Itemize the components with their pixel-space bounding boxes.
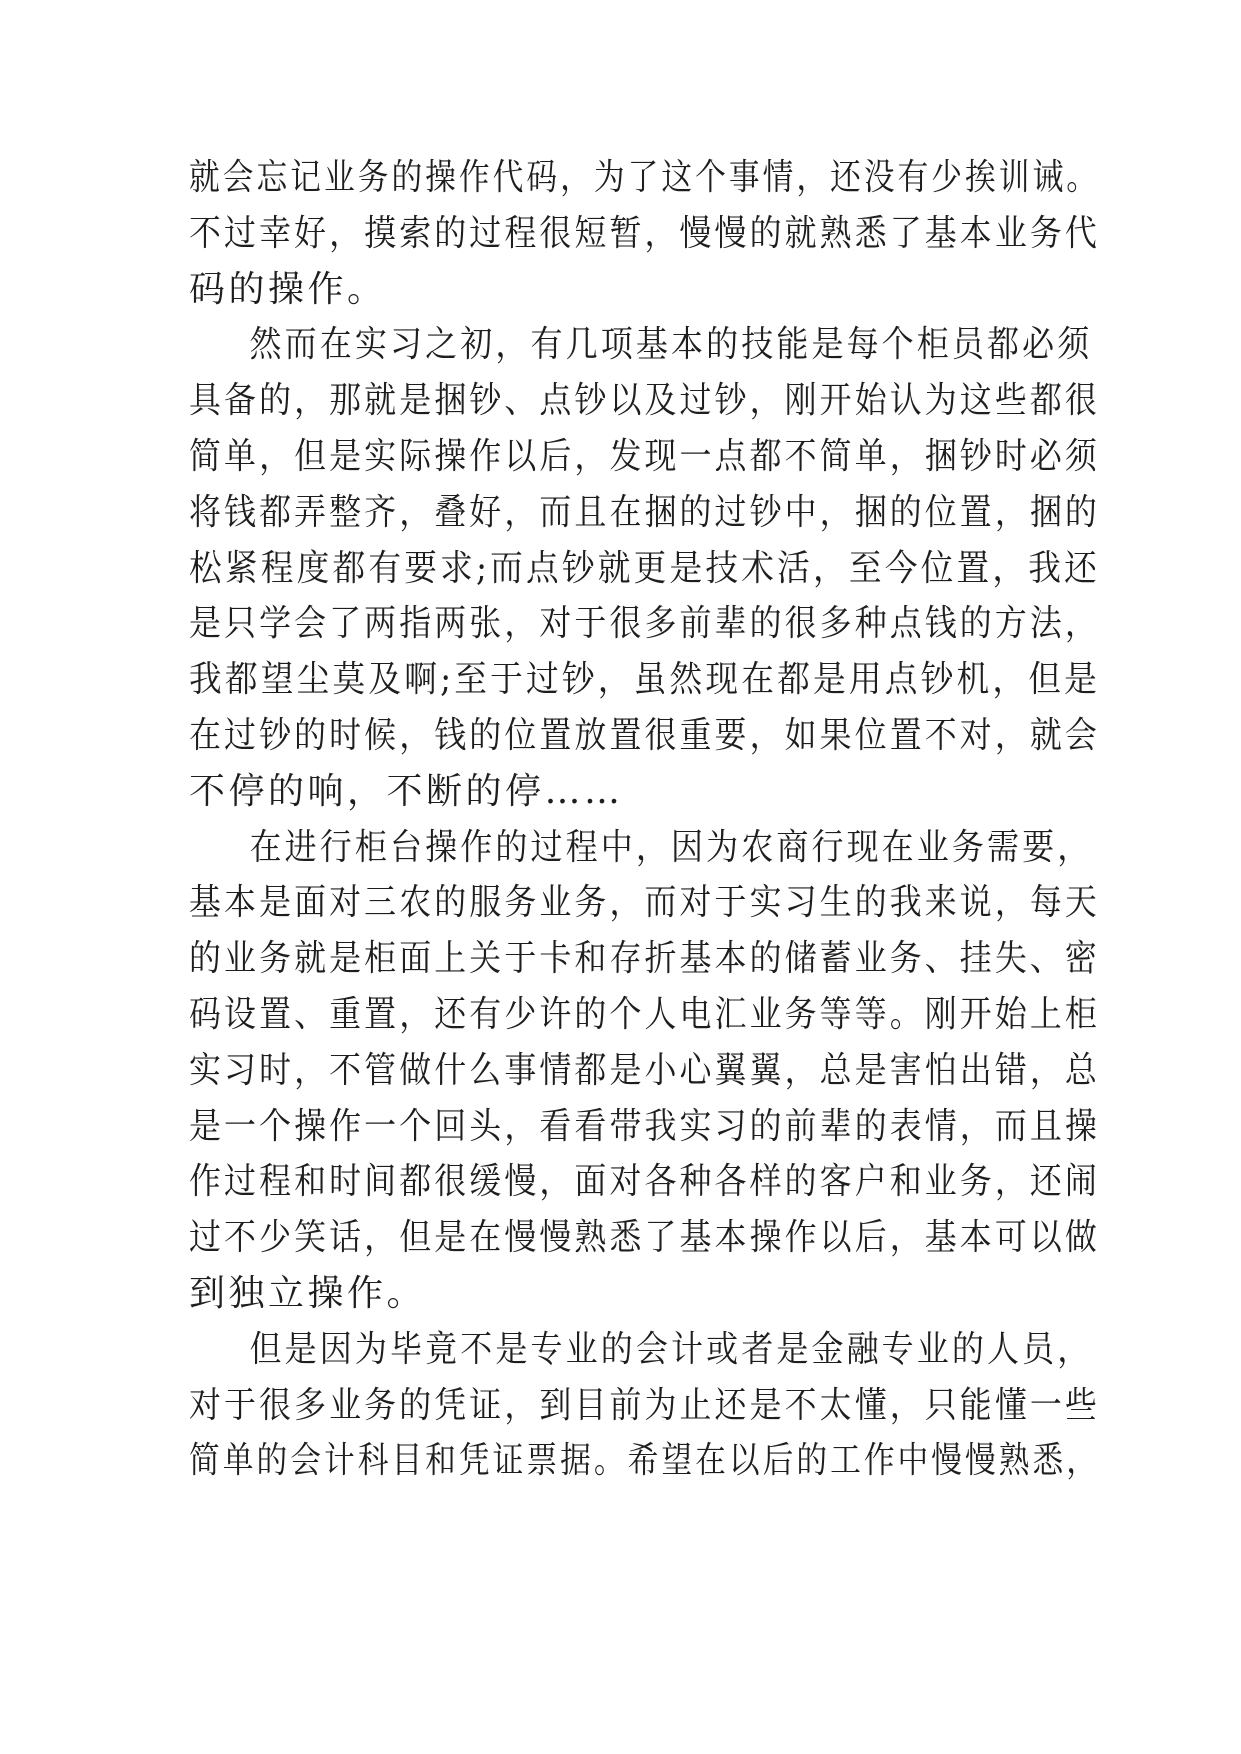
text-line: 的业务就是柜面上关于卡和存折基本的储蓄业务、挂失、密 [189,938,1100,980]
text-line: 码的操作。 [189,268,387,310]
text-line: 不停的响，不断的停…… [189,770,624,812]
text-line: 对于很多业务的凭证，到目前为止还是不太懂，只能懂一些 [189,1384,1100,1426]
text-line: 过不少笑话，但是在慢慢熟悉了基本操作以后，基本可以做 [189,1217,1100,1259]
text-line: 作过程和时间都很缓慢，面对各种各样的客户和业务，还闹 [189,1161,1100,1203]
text-line: 具备的，那就是捆钞、点钞以及过钞，刚开始认为这些都很 [189,380,1100,422]
text-line: 简单，但是实际操作以后，发现一点都不简单，捆钞时必须 [189,435,1100,477]
text-line: 码设置、重置，还有少许的个人电汇业务等等。刚开始上柜 [189,993,1100,1035]
document-body-text [189,150,1101,1489]
text-line: 松紧程度都有要求;而点钞就更是技术活，至今位置，我还 [189,547,1100,589]
text-line: 是一个操作一个回头，看看带我实习的前辈的表情，而且操 [189,1105,1100,1147]
text-line: 是只学会了两指两张，对于很多前辈的很多种点钱的方法， [189,603,1100,645]
text-line: 在过钞的时候，钱的位置放置很重要，如果位置不对，就会 [189,714,1100,756]
paragraph-first-line: 但是因为毕竟不是专业的会计或者是金融专业的人员， [249,1328,1093,1370]
text-line: 实习时，不管做什么事情都是小心翼翼，总是害怕出错，总 [189,1049,1100,1091]
paragraph-first-line: 然而在实习之初，有几项基本的技能是每个柜员都必须 [249,324,1093,366]
text-line: 到独立操作。 [189,1272,427,1314]
text-line: 不过幸好，摸索的过程很短暂，慢慢的就熟悉了基本业务代 [189,212,1100,254]
text-line: 基本是面对三农的服务业务，而对于实习生的我来说，每天 [189,882,1100,924]
text-line: 就会忘记业务的操作代码，为了这个事情，还没有少挨训诫。 [189,157,1101,198]
text-line: 将钱都弄整齐，叠好，而且在捆的过钞中，捆的位置，捆的 [189,491,1100,533]
paragraph-first-line: 在进行柜台操作的过程中，因为农商行现在业务需要， [249,826,1093,868]
text-line: 简单的会计科目和凭证票据。希望在以后的工作中慢慢熟悉， [189,1440,1101,1482]
text-line: 我都望尘莫及啊;至于过钞，虽然现在都是用点钞机，但是 [189,659,1100,701]
